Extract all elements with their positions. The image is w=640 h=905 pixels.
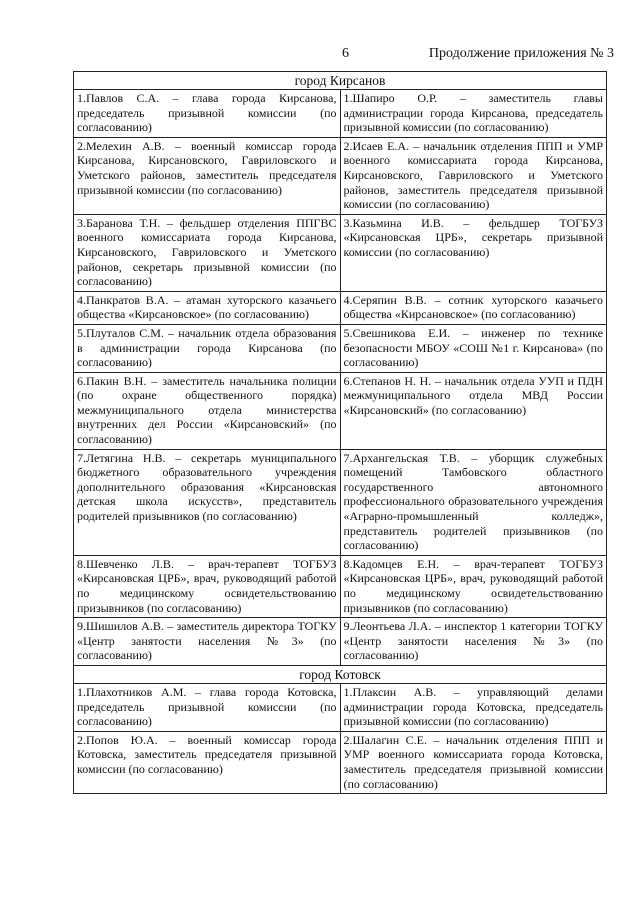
reserve-member-cell: 7.Архангельская Т.В. – уборщик служебных помещений Тамбовского областного государственного автономного профессионального образовательного учреждения «Аграрно-промышленный колледж», представитель родителей призывников (по согласованию) xyxy=(340,449,607,555)
commission-table xyxy=(73,71,607,794)
city-header-row xyxy=(74,665,607,683)
reserve-member-cell: 2.Исаев Е.А. – начальник отделения ППП и УМР военного комиссариата города Кирсанова, Кирсановского, Гавриловского и Уметского районов, заместитель председателя призывной комиссии (по согласованию) xyxy=(340,137,607,214)
reserve-member-cell: 6.Степанов Н. Н. – начальник отдела УУП и ПДН межмуниципального отдела МВД России «Кирсановский» (по согласованию) xyxy=(340,372,607,449)
table-row xyxy=(74,618,607,666)
main-member-cell: 1.Павлов С.А. – глава города Кирсанова, председатель призывной комиссии (по согласованию) xyxy=(74,90,341,138)
commission-table-body xyxy=(74,72,607,794)
reserve-member-cell: 9.Леонтьева Л.А. – инспектор 1 категории ТОГКУ «Центр занятости населения №3» (по согласованию) xyxy=(340,618,607,666)
main-member-cell: 2.Попов Ю.А. – военный комиссар города Котовска, заместитель председателя призывной комиссии (по согласованию) xyxy=(74,731,341,793)
main-member-cell: 9.Шишилов А.В. – заместитель директора ТОГКУ «Центр занятости населения №3» (по согласованию) xyxy=(74,618,341,666)
city-header-row xyxy=(74,72,607,90)
table-row xyxy=(74,555,607,617)
reserve-member-cell: 2.Шалагин С.Е. – начальник отделения ППП и УМР военного комиссариата города Котовска, заместитель председателя призывной комиссии (по согласованию) xyxy=(340,731,607,793)
reserve-member-cell: 4.Серяпин В.В. – сотник хуторского казачьего общества «Кирсановское» (по согласованию) xyxy=(340,291,607,324)
reserve-member-cell: 1.Плаксин А.В. – управляющий делами администрации города Котовска, председатель призывной комиссии (по согласованию) xyxy=(340,683,607,731)
appendix-continuation-note: Продолжение приложения № 3 xyxy=(428,46,614,61)
main-member-cell: 6.Пакин В.Н. – заместитель начальника полиции (по охране общественного порядка) межмуниципального отдела министерства внутренних дел России «Кирсановский» (по согласованию) xyxy=(74,372,341,449)
table-row xyxy=(74,214,607,291)
reserve-member-cell: 8.Кадомцев Е.Н. – врач-терапевт ТОГБУЗ «Кирсановская ЦРБ», врач, руководящий работой по медицинскому освидетельствованию призывников (по согласованию) xyxy=(340,555,607,617)
reserve-member-cell: 3.Казьмина И.В. – фельдшер ТОГБУЗ «Кирсановская ЦРБ», секретарь призывной комиссии (по согласованию) xyxy=(340,214,607,291)
main-member-cell: 8.Шевченко Л.В. – врач-терапевт ТОГБУЗ «Кирсановская ЦРБ», врач, руководящий работой по медицинскому освидетельствованию призывников (по согласованию) xyxy=(74,555,341,617)
table-row xyxy=(74,449,607,555)
city-name: город Кирсанов xyxy=(74,72,607,90)
main-member-cell: 1.Плахотников А.М. – глава города Котовска, председатель призывной комиссии (по согласованию) xyxy=(74,683,341,731)
main-member-cell: 3.Баранова Т.Н. – фельдшер отделения ППГВС военного комиссариата города Кирсанова, Кирсановского, Гавриловского и Уметского районов, секретарь призывной комиссии (по согласованию) xyxy=(74,214,341,291)
reserve-member-cell: 1.Шапиро О.Р. – заместитель главы администрации города Кирсанова, председатель призывной комиссии (по согласованию) xyxy=(340,90,607,138)
table-row xyxy=(74,137,607,214)
table-row xyxy=(74,291,607,324)
table-row xyxy=(74,372,607,449)
table-row xyxy=(74,324,607,372)
main-member-cell: 2.Мелехин А.В. – военный комиссар города Кирсанова, Кирсановского, Гавриловского и Уметского районов, заместитель председателя призывной комиссии (по согласованию) xyxy=(74,137,341,214)
reserve-member-cell: 5.Свешникова Е.И. – инженер по технике безопасности МБОУ «СОШ №1 г. Кирсанова» (по согласованию) xyxy=(340,324,607,372)
table-row xyxy=(74,683,607,731)
city-name: город Котовск xyxy=(74,665,607,683)
page-number: 6 xyxy=(342,46,349,61)
main-member-cell: 5.Плуталов С.М. – начальник отдела образования в администрации города Кирсанова (по согласованию) xyxy=(74,324,341,372)
main-member-cell: 4.Панкратов В.А. – атаман хуторского казачьего общества «Кирсановское» (по согласованию) xyxy=(74,291,341,324)
main-member-cell: 7.Летягина Н.В. – секретарь муниципального бюджетного образовательного учреждения дополнительного образования «Кирсановская детская школа искусств», представитель родителей призывников (по согласованию) xyxy=(74,449,341,555)
table-row xyxy=(74,731,607,793)
table-row xyxy=(74,90,607,138)
